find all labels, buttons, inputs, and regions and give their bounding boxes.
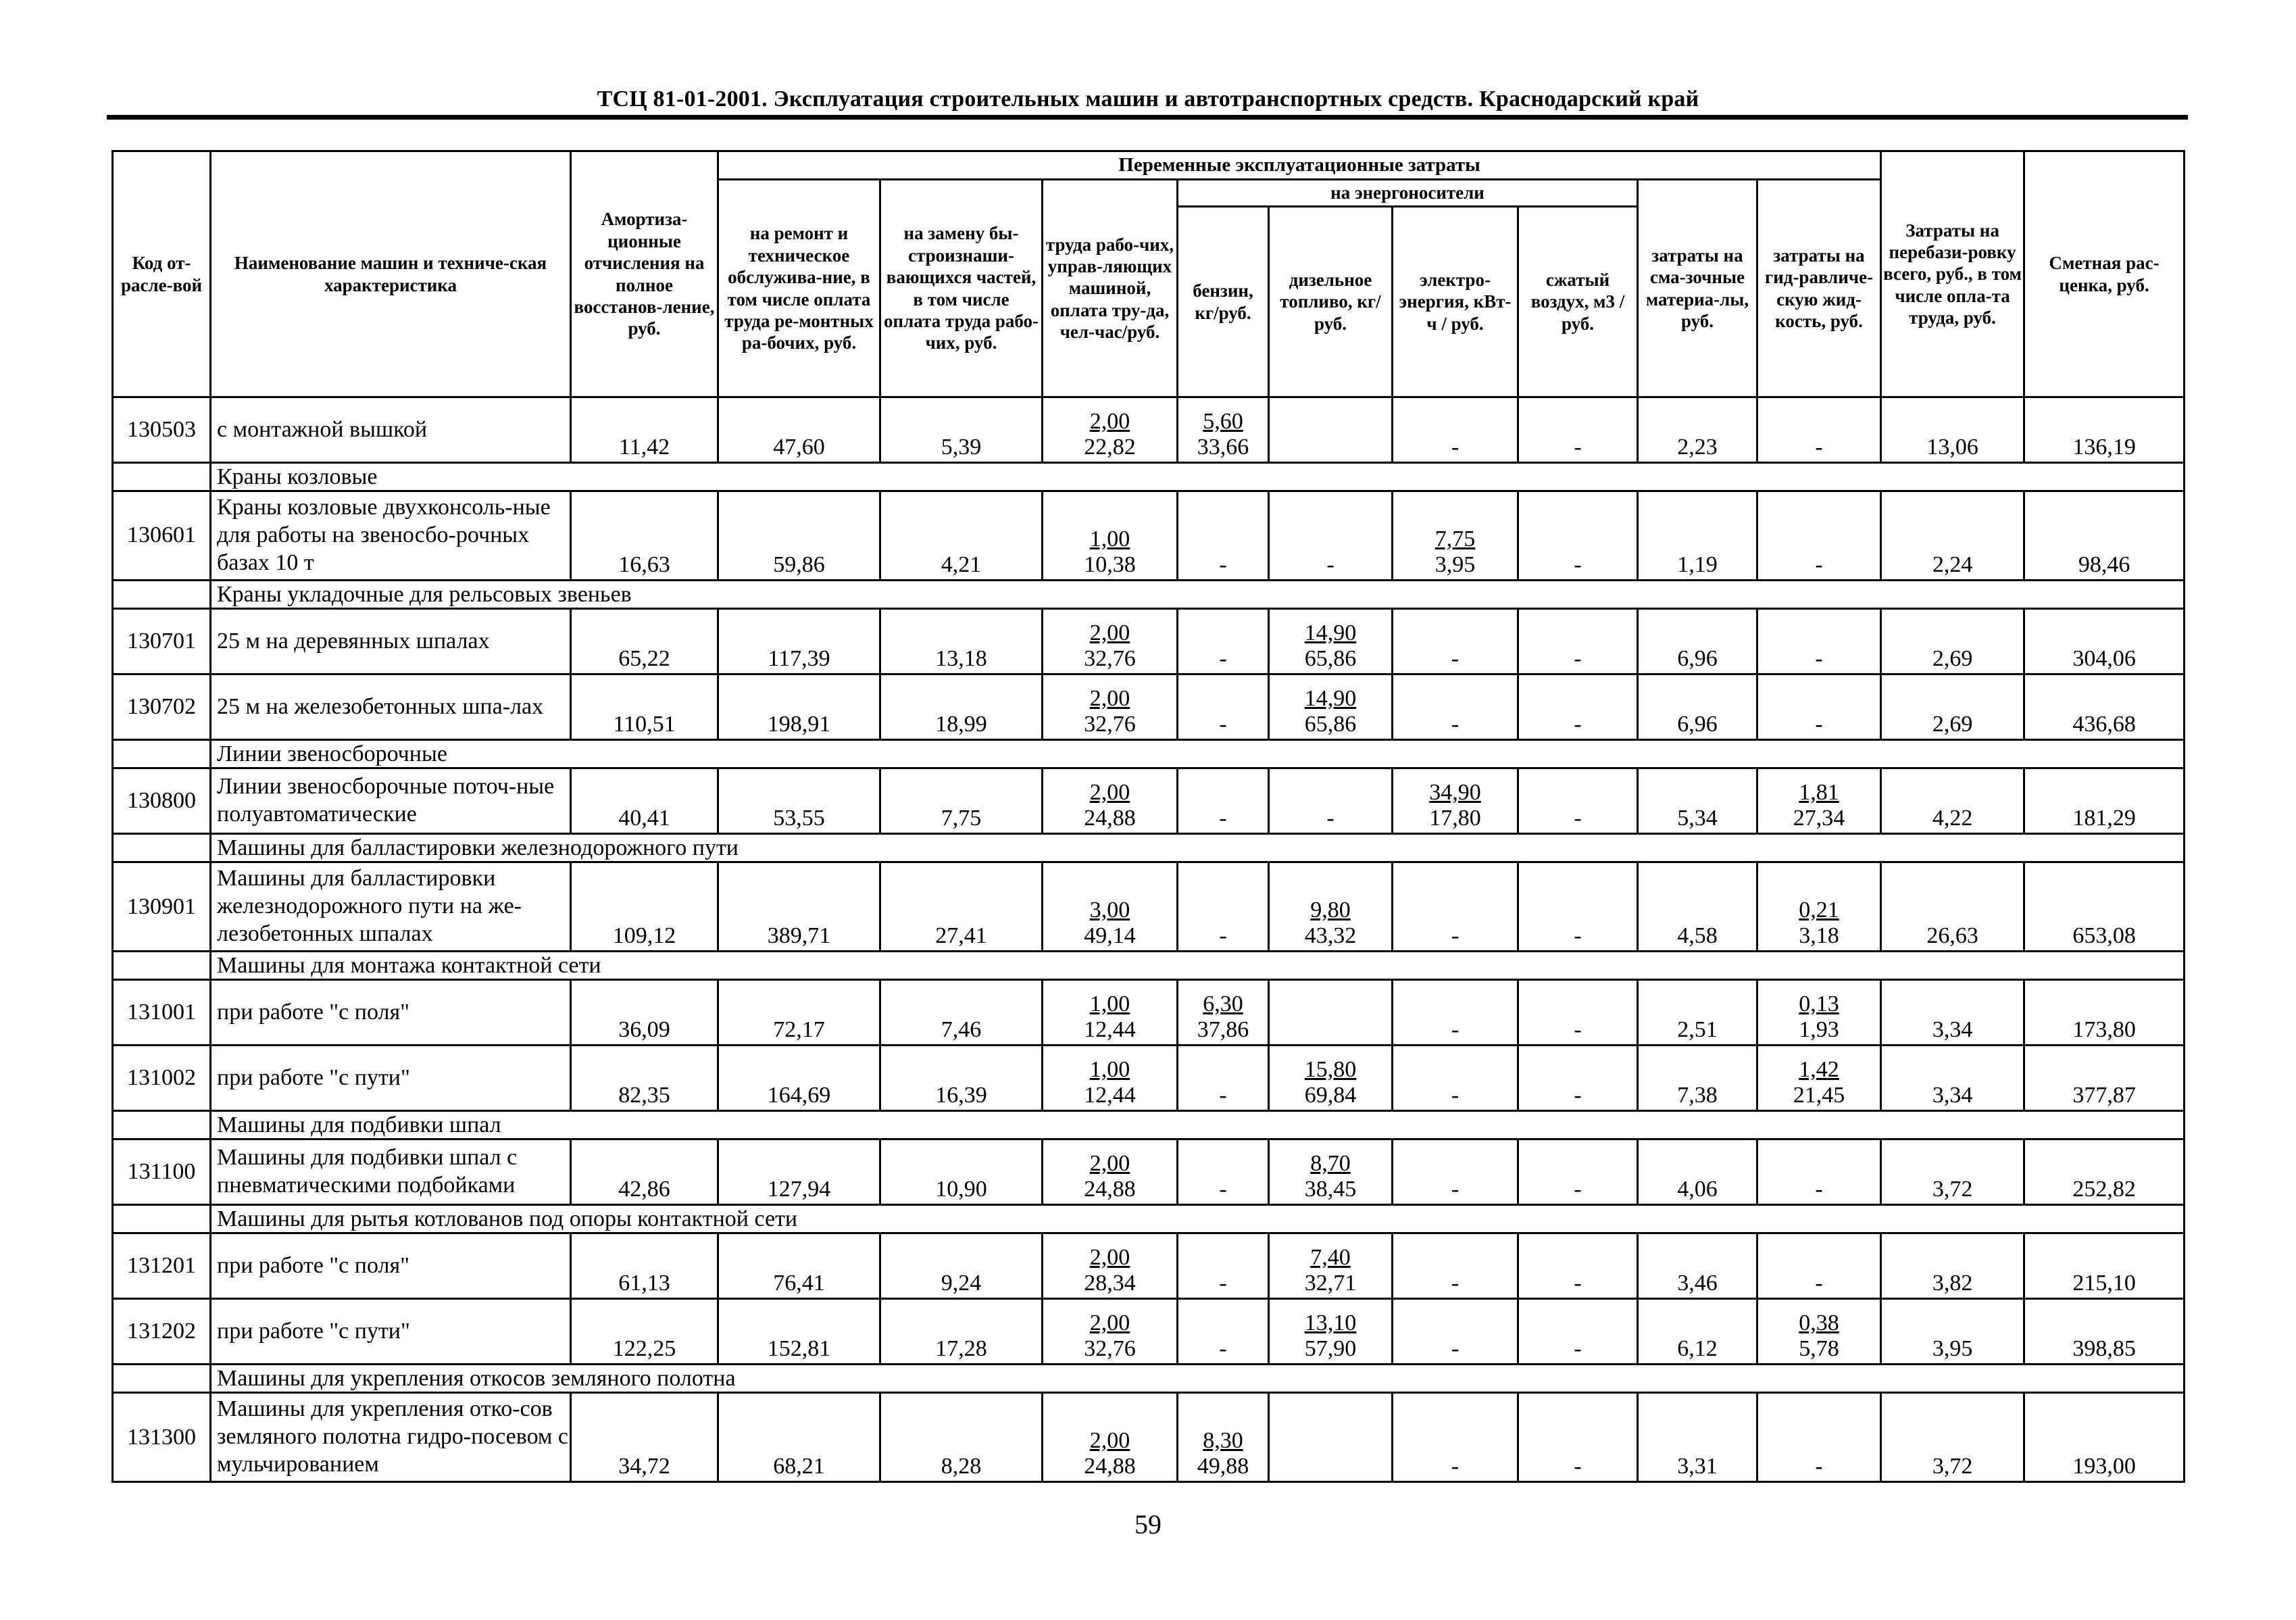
cell-air: - bbox=[1518, 491, 1638, 581]
cell-amort: 109,12 bbox=[571, 862, 718, 952]
cell-air: - bbox=[1518, 768, 1638, 834]
cell-repair: 76,41 bbox=[718, 1233, 880, 1299]
cell-lubricant: 5,34 bbox=[1638, 768, 1757, 834]
cell-electric: - bbox=[1393, 674, 1518, 739]
cell-diesel: - bbox=[1269, 768, 1393, 834]
cell-relocation: 13,06 bbox=[1881, 397, 2024, 463]
cell-repair: 164,69 bbox=[718, 1046, 880, 1111]
cell-gasoline: - bbox=[1178, 1233, 1269, 1299]
cell-air: - bbox=[1518, 862, 1638, 952]
cell-relocation: 2,69 bbox=[1881, 609, 2024, 674]
cell-replace: 5,39 bbox=[880, 397, 1043, 463]
page-number: 59 bbox=[1134, 1509, 1162, 1540]
section-row bbox=[113, 833, 2185, 862]
cell-lubricant: 2,51 bbox=[1638, 980, 1757, 1046]
row-name: Машины для балластировки железнодорожного пути на же-лезобетонных шпалах bbox=[211, 862, 571, 952]
cell-hydraulic: 0,13 1,93 bbox=[1757, 980, 1881, 1046]
section-code-cell bbox=[113, 1110, 211, 1139]
cell-relocation: 4,22 bbox=[1881, 768, 2024, 834]
cell-repair: 59,86 bbox=[718, 491, 880, 581]
cell-air: - bbox=[1518, 674, 1638, 739]
cell-electric: - bbox=[1393, 609, 1518, 674]
cell-estimate: 436,68 bbox=[2024, 674, 2185, 739]
cell-gasoline: 5,60 33,66 bbox=[1178, 397, 1269, 463]
cell-gasoline: - bbox=[1178, 862, 1269, 952]
header-diesel: дизельное топливо, кг/руб. bbox=[1269, 207, 1393, 397]
cell-labor: 2,00 24,88 bbox=[1043, 768, 1178, 834]
cell-hydraulic: 1,81 27,34 bbox=[1757, 768, 1881, 834]
section-title: Машины для монтажа контактной сети bbox=[211, 951, 2185, 979]
cell-amort: 11,42 bbox=[571, 397, 718, 463]
section-code-cell bbox=[113, 1364, 211, 1392]
cell-diesel: - bbox=[1269, 491, 1393, 581]
cell-repair: 53,55 bbox=[718, 768, 880, 834]
section-title: Машины для подбивки шпал bbox=[211, 1110, 2185, 1139]
title-rule bbox=[107, 115, 2188, 120]
cell-estimate: 653,08 bbox=[2024, 862, 2185, 952]
cell-amort: 40,41 bbox=[571, 768, 718, 834]
cell-labor: 2,00 28,34 bbox=[1043, 1233, 1178, 1299]
row-code: 131201 bbox=[113, 1233, 211, 1299]
row-code: 130800 bbox=[113, 768, 211, 834]
row-code: 131300 bbox=[113, 1393, 211, 1482]
cell-replace: 13,18 bbox=[880, 609, 1043, 674]
section-code-cell bbox=[113, 462, 211, 491]
cell-lubricant: 1,19 bbox=[1638, 491, 1757, 581]
cell-estimate: 98,46 bbox=[2024, 491, 2185, 581]
table-header bbox=[113, 151, 2185, 397]
cell-amort: 65,22 bbox=[571, 609, 718, 674]
header-lubricant: затраты на сма-зочные материа-лы, руб. bbox=[1638, 180, 1757, 397]
cell-labor: 2,00 22,82 bbox=[1043, 397, 1178, 463]
cell-air: - bbox=[1518, 1393, 1638, 1482]
section-title: Краны козловые bbox=[211, 462, 2185, 491]
cell-estimate: 252,82 bbox=[2024, 1139, 2185, 1205]
cell-electric: - bbox=[1393, 1233, 1518, 1299]
cell-labor: 2,00 32,76 bbox=[1043, 1298, 1178, 1364]
header-air: сжатый воздух, м3 / руб. bbox=[1518, 207, 1638, 397]
cell-labor: 1,00 12,44 bbox=[1043, 1046, 1178, 1111]
row-name: 25 м на деревянных шпалах bbox=[211, 609, 571, 674]
cell-replace: 9,24 bbox=[880, 1233, 1043, 1299]
cell-gasoline: 6,30 37,86 bbox=[1178, 980, 1269, 1046]
cell-diesel: 14,90 65,86 bbox=[1269, 609, 1393, 674]
cell-hydraulic: - bbox=[1757, 1233, 1881, 1299]
table-row bbox=[113, 491, 2185, 581]
row-name: Краны козловые двухконсоль-ные для работы на звеносбо-рочных базах 10 т bbox=[211, 491, 571, 581]
cell-diesel: 8,70 38,45 bbox=[1269, 1139, 1393, 1205]
document-title: ТСЦ 81-01-2001. Эксплуатация строительных машин и автотранспортных средств. Краснодарский край bbox=[597, 87, 1699, 112]
cell-relocation: 2,69 bbox=[1881, 674, 2024, 739]
cell-labor: 2,00 32,76 bbox=[1043, 674, 1178, 739]
cell-labor: 2,00 24,88 bbox=[1043, 1139, 1178, 1205]
cell-replace: 7,46 bbox=[880, 980, 1043, 1046]
section-row bbox=[113, 739, 2185, 768]
cell-estimate: 193,00 bbox=[2024, 1393, 2185, 1482]
table-row bbox=[113, 1298, 2185, 1364]
header-labor: труда рабо-чих, управ-ляющих машиной, оплата тру-да, чел-час/руб. bbox=[1043, 180, 1178, 397]
cell-repair: 117,39 bbox=[718, 609, 880, 674]
header-hydraulic: затраты на гид-равличе-скую жид-кость, руб. bbox=[1757, 180, 1881, 397]
cell-electric: - bbox=[1393, 397, 1518, 463]
table-row bbox=[113, 862, 2185, 952]
table-row bbox=[113, 1139, 2185, 1205]
row-code: 130901 bbox=[113, 862, 211, 952]
section-code-cell bbox=[113, 951, 211, 979]
cell-estimate: 304,06 bbox=[2024, 609, 2185, 674]
cell-diesel: 7,40 32,71 bbox=[1269, 1233, 1393, 1299]
cell-repair: 389,71 bbox=[718, 862, 880, 952]
cell-relocation: 3,34 bbox=[1881, 980, 2024, 1046]
cell-hydraulic: 1,42 21,45 bbox=[1757, 1046, 1881, 1111]
cell-labor: 1,00 10,38 bbox=[1043, 491, 1178, 581]
header-relocation: Затраты на перебази-ровку всего, руб., в том числе опла-та труда, руб. bbox=[1881, 151, 2024, 397]
cell-hydraulic: 0,21 3,18 bbox=[1757, 862, 1881, 952]
cell-air: - bbox=[1518, 1298, 1638, 1364]
section-row bbox=[113, 1110, 2185, 1139]
cell-amort: 16,63 bbox=[571, 491, 718, 581]
cell-amort: 36,09 bbox=[571, 980, 718, 1046]
section-title: Краны укладочные для рельсовых звеньев bbox=[211, 580, 2185, 608]
cell-electric: - bbox=[1393, 862, 1518, 952]
price-table bbox=[111, 150, 2185, 1483]
cell-diesel: 9,80 43,32 bbox=[1269, 862, 1393, 952]
cell-repair: 68,21 bbox=[718, 1393, 880, 1482]
cell-amort: 122,25 bbox=[571, 1298, 718, 1364]
cell-electric: - bbox=[1393, 1393, 1518, 1482]
section-code-cell bbox=[113, 1204, 211, 1233]
cell-gasoline: 8,30 49,88 bbox=[1178, 1393, 1269, 1482]
cell-gasoline: - bbox=[1178, 1046, 1269, 1111]
cell-gasoline: - bbox=[1178, 674, 1269, 739]
section-row bbox=[113, 1204, 2185, 1233]
cell-lubricant: 3,46 bbox=[1638, 1233, 1757, 1299]
table-row bbox=[113, 1233, 2185, 1299]
table-row bbox=[113, 1046, 2185, 1111]
header-name: Наименование машин и техниче-ская характеристика bbox=[211, 151, 571, 397]
row-name: при работе "с поля" bbox=[211, 980, 571, 1046]
row-code: 130702 bbox=[113, 674, 211, 739]
row-name: Машины для подбивки шпал с пневматическими подбойками bbox=[211, 1139, 571, 1205]
section-row bbox=[113, 951, 2185, 979]
cell-diesel: 13,10 57,90 bbox=[1269, 1298, 1393, 1364]
cell-relocation: 26,63 bbox=[1881, 862, 2024, 952]
row-name: при работе "с пути" bbox=[211, 1046, 571, 1111]
cell-repair: 127,94 bbox=[718, 1139, 880, 1205]
cell-hydraulic: - bbox=[1757, 1393, 1881, 1482]
section-row bbox=[113, 462, 2185, 491]
cell-amort: 82,35 bbox=[571, 1046, 718, 1111]
cell-gasoline: - bbox=[1178, 768, 1269, 834]
cell-lubricant: 7,38 bbox=[1638, 1046, 1757, 1111]
cell-electric: - bbox=[1393, 1046, 1518, 1111]
cell-labor: 2,00 32,76 bbox=[1043, 609, 1178, 674]
row-code: 131202 bbox=[113, 1298, 211, 1364]
cell-replace: 18,99 bbox=[880, 674, 1043, 739]
cell-repair: 152,81 bbox=[718, 1298, 880, 1364]
row-code: 131100 bbox=[113, 1139, 211, 1205]
cell-estimate: 215,10 bbox=[2024, 1233, 2185, 1299]
cell-repair: 72,17 bbox=[718, 980, 880, 1046]
row-name: Машины для укрепления отко-сов земляного полотна гидро-посевом с мульчированием bbox=[211, 1393, 571, 1482]
cell-replace: 8,28 bbox=[880, 1393, 1043, 1482]
cell-estimate: 173,80 bbox=[2024, 980, 2185, 1046]
table-row bbox=[113, 980, 2185, 1046]
cell-air: - bbox=[1518, 1139, 1638, 1205]
section-code-cell bbox=[113, 739, 211, 768]
header-replace: на замену бы-строизнаши-вающихся частей, в том числе оплата труда рабо-чих, руб. bbox=[880, 180, 1043, 397]
header-gasoline: бензин, кг/руб. bbox=[1178, 207, 1269, 397]
header-electric: электро-энергия, кВт-ч / руб. bbox=[1393, 207, 1518, 397]
cell-relocation: 3,34 bbox=[1881, 1046, 2024, 1111]
cell-hydraulic: - bbox=[1757, 609, 1881, 674]
table-row bbox=[113, 609, 2185, 674]
cell-relocation: 2,24 bbox=[1881, 491, 2024, 581]
cell-air: - bbox=[1518, 1233, 1638, 1299]
table-body bbox=[113, 397, 2185, 1482]
header-code: Код от-расле-вой bbox=[113, 151, 211, 397]
cell-relocation: 3,72 bbox=[1881, 1393, 2024, 1482]
section-title: Машины для укрепления откосов земляного полотна bbox=[211, 1364, 2185, 1392]
header-energy-group: на энергоносители bbox=[1178, 180, 1638, 207]
row-name: при работе "с поля" bbox=[211, 1233, 571, 1299]
row-code: 131001 bbox=[113, 980, 211, 1046]
cell-amort: 42,86 bbox=[571, 1139, 718, 1205]
cell-replace: 16,39 bbox=[880, 1046, 1043, 1111]
cell-amort: 61,13 bbox=[571, 1233, 718, 1299]
cell-estimate: 136,19 bbox=[2024, 397, 2185, 463]
section-code-cell bbox=[113, 833, 211, 862]
cell-replace: 27,41 bbox=[880, 862, 1043, 952]
header-amort: Амортиза-ционные отчисления на полное восстанов-ление, руб. bbox=[571, 151, 718, 397]
row-name: при работе "с пути" bbox=[211, 1298, 571, 1364]
table-row bbox=[113, 1393, 2185, 1482]
cell-labor: 1,00 12,44 bbox=[1043, 980, 1178, 1046]
cell-amort: 34,72 bbox=[571, 1393, 718, 1482]
cell-repair: 198,91 bbox=[718, 674, 880, 739]
cell-estimate: 181,29 bbox=[2024, 768, 2185, 834]
cell-amort: 110,51 bbox=[571, 674, 718, 739]
row-code: 130701 bbox=[113, 609, 211, 674]
cell-air: - bbox=[1518, 609, 1638, 674]
cell-diesel: 15,80 69,84 bbox=[1269, 1046, 1393, 1111]
cell-electric: 7,75 3,95 bbox=[1393, 491, 1518, 581]
cell-diesel bbox=[1269, 1393, 1393, 1482]
row-name: Линии звеносборочные поточ-ные полуавтоматические bbox=[211, 768, 571, 834]
cell-gasoline: - bbox=[1178, 491, 1269, 581]
cell-hydraulic: - bbox=[1757, 674, 1881, 739]
cell-electric: - bbox=[1393, 1139, 1518, 1205]
cell-lubricant: 2,23 bbox=[1638, 397, 1757, 463]
row-code: 130601 bbox=[113, 491, 211, 581]
table-row bbox=[113, 397, 2185, 463]
section-code-cell bbox=[113, 580, 211, 608]
section-row bbox=[113, 1364, 2185, 1392]
cell-lubricant: 4,58 bbox=[1638, 862, 1757, 952]
cell-diesel: 14,90 65,86 bbox=[1269, 674, 1393, 739]
section-title: Линии звеносборочные bbox=[211, 739, 2185, 768]
row-code: 131002 bbox=[113, 1046, 211, 1111]
cell-hydraulic: - bbox=[1757, 491, 1881, 581]
table-row bbox=[113, 768, 2185, 834]
cell-labor: 2,00 24,88 bbox=[1043, 1393, 1178, 1482]
cell-estimate: 377,87 bbox=[2024, 1046, 2185, 1111]
cell-lubricant: 6,96 bbox=[1638, 674, 1757, 739]
cell-replace: 4,21 bbox=[880, 491, 1043, 581]
cell-replace: 10,90 bbox=[880, 1139, 1043, 1205]
cell-air: - bbox=[1518, 980, 1638, 1046]
cell-lubricant: 3,31 bbox=[1638, 1393, 1757, 1482]
cell-labor: 3,00 49,14 bbox=[1043, 862, 1178, 952]
cell-hydraulic: 0,38 5,78 bbox=[1757, 1298, 1881, 1364]
cell-diesel bbox=[1269, 397, 1393, 463]
cell-replace: 17,28 bbox=[880, 1298, 1043, 1364]
row-name: с монтажной вышкой bbox=[211, 397, 571, 463]
cell-lubricant: 4,06 bbox=[1638, 1139, 1757, 1205]
section-row bbox=[113, 580, 2185, 608]
cell-electric: - bbox=[1393, 980, 1518, 1046]
cell-relocation: 3,82 bbox=[1881, 1233, 2024, 1299]
cell-hydraulic: - bbox=[1757, 1139, 1881, 1205]
cell-diesel bbox=[1269, 980, 1393, 1046]
cell-air: - bbox=[1518, 1046, 1638, 1111]
cell-gasoline: - bbox=[1178, 1298, 1269, 1364]
cell-hydraulic: - bbox=[1757, 397, 1881, 463]
cell-lubricant: 6,96 bbox=[1638, 609, 1757, 674]
cell-relocation: 3,72 bbox=[1881, 1139, 2024, 1205]
section-title: Машины для балластировки железнодорожного пути bbox=[211, 833, 2185, 862]
section-title: Машины для рытья котлованов под опоры контактной сети bbox=[211, 1204, 2185, 1233]
cell-lubricant: 6,12 bbox=[1638, 1298, 1757, 1364]
cell-electric: 34,90 17,80 bbox=[1393, 768, 1518, 834]
cell-gasoline: - bbox=[1178, 609, 1269, 674]
cell-air: - bbox=[1518, 397, 1638, 463]
header-variable-group: Переменные эксплуатационные затраты bbox=[718, 151, 1881, 180]
cell-estimate: 398,85 bbox=[2024, 1298, 2185, 1364]
row-name: 25 м на железобетонных шпа-лах bbox=[211, 674, 571, 739]
header-repair: на ремонт и техническое обслужива-ние, в том числе оплата труда ре-монтных ра-бочих, руб. bbox=[718, 180, 880, 397]
cell-electric: - bbox=[1393, 1298, 1518, 1364]
table-row bbox=[113, 674, 2185, 739]
cell-gasoline: - bbox=[1178, 1139, 1269, 1205]
header-estimate: Сметная рас-ценка, руб. bbox=[2024, 151, 2185, 397]
row-code: 130503 bbox=[113, 397, 211, 463]
cell-replace: 7,75 bbox=[880, 768, 1043, 834]
cell-repair: 47,60 bbox=[718, 397, 880, 463]
cell-relocation: 3,95 bbox=[1881, 1298, 2024, 1364]
